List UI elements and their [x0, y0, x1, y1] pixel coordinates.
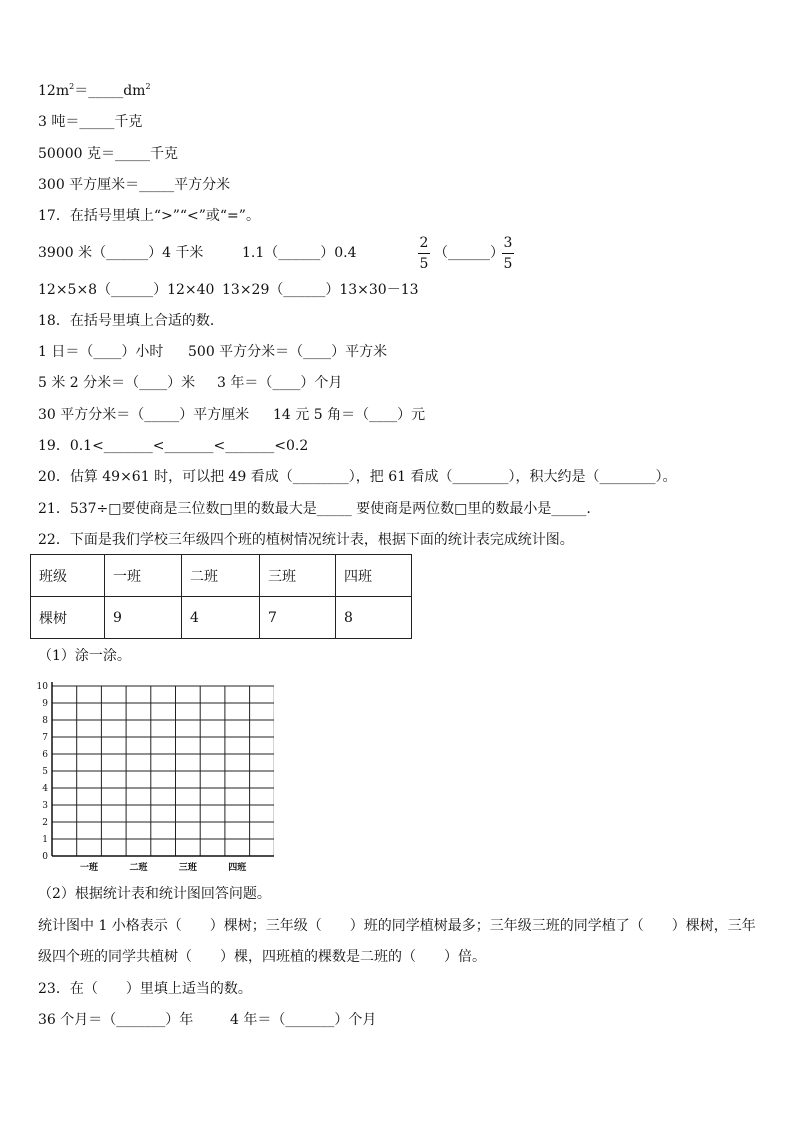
- question-20: 20．估算 49×61 时，可以把 49 看成（________），把 61 看成（________），积大约是（________）。: [38, 469, 677, 485]
- table-cell: 三班: [260, 555, 336, 597]
- y-tick-label: 8: [42, 716, 48, 726]
- y-tick-label: 2: [42, 818, 48, 828]
- fraction-2-5: [417, 234, 431, 273]
- superscript: 2: [69, 82, 75, 91]
- superscript: 2: [145, 82, 151, 91]
- q17-compare-5: 13×29（______）13×30－13: [222, 282, 419, 298]
- answer-blank[interactable]: _____: [88, 83, 124, 99]
- table-cell: 二班: [182, 555, 260, 597]
- conversion-m2-dm2: [38, 81, 151, 101]
- x-tick-label: 一班: [80, 863, 99, 873]
- table-cell: 8: [336, 597, 412, 639]
- y-tick-label: 1: [42, 835, 48, 845]
- q17-compare-2: 1.1（______）0.4: [242, 245, 357, 261]
- q17-compare-3-blank[interactable]: （______）: [434, 245, 504, 261]
- fraction-bar: [418, 253, 430, 254]
- y-tick-label: 4: [42, 784, 48, 794]
- conversion-ton-kg: 3 吨＝_____千克: [38, 114, 143, 130]
- question-21: 21．537÷□要使商是三位数□里的数最大是_____ 要使商是两位数□里的数最小是_____.: [38, 501, 591, 517]
- y-tick-label: 3: [42, 801, 48, 811]
- q18-item-3: 5 米 2 分米＝（____）米: [38, 375, 196, 391]
- table-cell: 7: [260, 597, 336, 639]
- q22-question-text-2: 级四个班的同学共植树（ ）棵，四班植的棵数是二班的（ ）倍。: [38, 949, 486, 965]
- q18-item-6: 14 元 5 角＝（____）元: [273, 407, 426, 423]
- q22-part-1: （1）涂一涂。: [38, 648, 131, 664]
- table-cell: 一班: [105, 555, 182, 597]
- question-17-title: 17．在括号里填上“>”“<”或“=”。: [38, 208, 260, 224]
- fraction-bar: [502, 253, 514, 254]
- q18-item-1: 1 日＝（____）小时: [38, 344, 164, 360]
- fraction-3-5: [501, 234, 515, 273]
- y-tick-label: 5: [42, 767, 48, 777]
- q18-item-4: 3 年＝（____）个月: [217, 375, 343, 391]
- conversion-cm2-dm2: 300 平方厘米＝_____平方分米: [38, 177, 231, 193]
- q22-part-2: （2）根据统计表和统计图回答问题。: [38, 886, 271, 902]
- y-tick-label: 10: [36, 682, 48, 692]
- question-23-title: 23．在（ ）里填上适当的数。: [38, 981, 252, 997]
- q18-item-2: 500 平方分米＝（____）平方米: [188, 344, 388, 360]
- unit-dm: dm: [123, 83, 146, 99]
- q17-compare-1: 3900 米（______）4 千米: [38, 245, 204, 261]
- denominator: 5: [503, 256, 513, 272]
- table-cell: 四班: [336, 555, 412, 597]
- x-tick-label: 三班: [178, 863, 197, 873]
- chart-svg[interactable]: [34, 678, 274, 874]
- tree-planting-table: [30, 554, 412, 639]
- table-row: [31, 555, 412, 597]
- q23-item-1: 36 个月＝（_______）年: [38, 1012, 194, 1028]
- equals: ＝: [74, 83, 89, 99]
- numerator: 3: [503, 235, 513, 251]
- y-tick-label: 7: [42, 733, 48, 743]
- value-12m: 12m: [38, 83, 70, 99]
- table-cell: 棵树: [31, 597, 105, 639]
- table-cell: 9: [105, 597, 182, 639]
- q23-item-2: 4 年＝（_______）个月: [230, 1012, 377, 1028]
- numerator: 2: [419, 235, 429, 251]
- q17-compare-4: 12×5×8（______）12×40: [38, 282, 215, 298]
- y-tick-label: 9: [42, 699, 48, 709]
- table-row: [31, 597, 412, 639]
- question-22-title: 22．下面是我们学校三年级四个班的植树情况统计表，根据下面的统计表完成统计图。: [38, 532, 574, 548]
- x-tick-label: 二班: [129, 863, 148, 873]
- y-tick-label: 6: [42, 750, 48, 760]
- q22-question-text-1: 统计图中 1 小格表示（ ）棵树；三年级（ ）班的同学植树最多；三年级三班的同学植了（ ）棵树，三年: [38, 918, 756, 934]
- q18-item-5: 30 平方分米＝（_____）平方厘米: [38, 407, 250, 423]
- x-tick-label: 四班: [228, 863, 247, 873]
- conversion-g-kg: 50000 克＝_____千克: [38, 146, 178, 162]
- table-cell: 4: [182, 597, 260, 639]
- question-18-title: 18．在括号里填上合适的数．: [38, 313, 224, 329]
- denominator: 5: [419, 256, 429, 272]
- bar-chart-grid[interactable]: [34, 678, 274, 878]
- y-tick-label: 0: [42, 852, 48, 862]
- table-cell: 班级: [31, 555, 105, 597]
- question-19: 19．0.1<_______<_______<_______<0.2: [38, 438, 309, 454]
